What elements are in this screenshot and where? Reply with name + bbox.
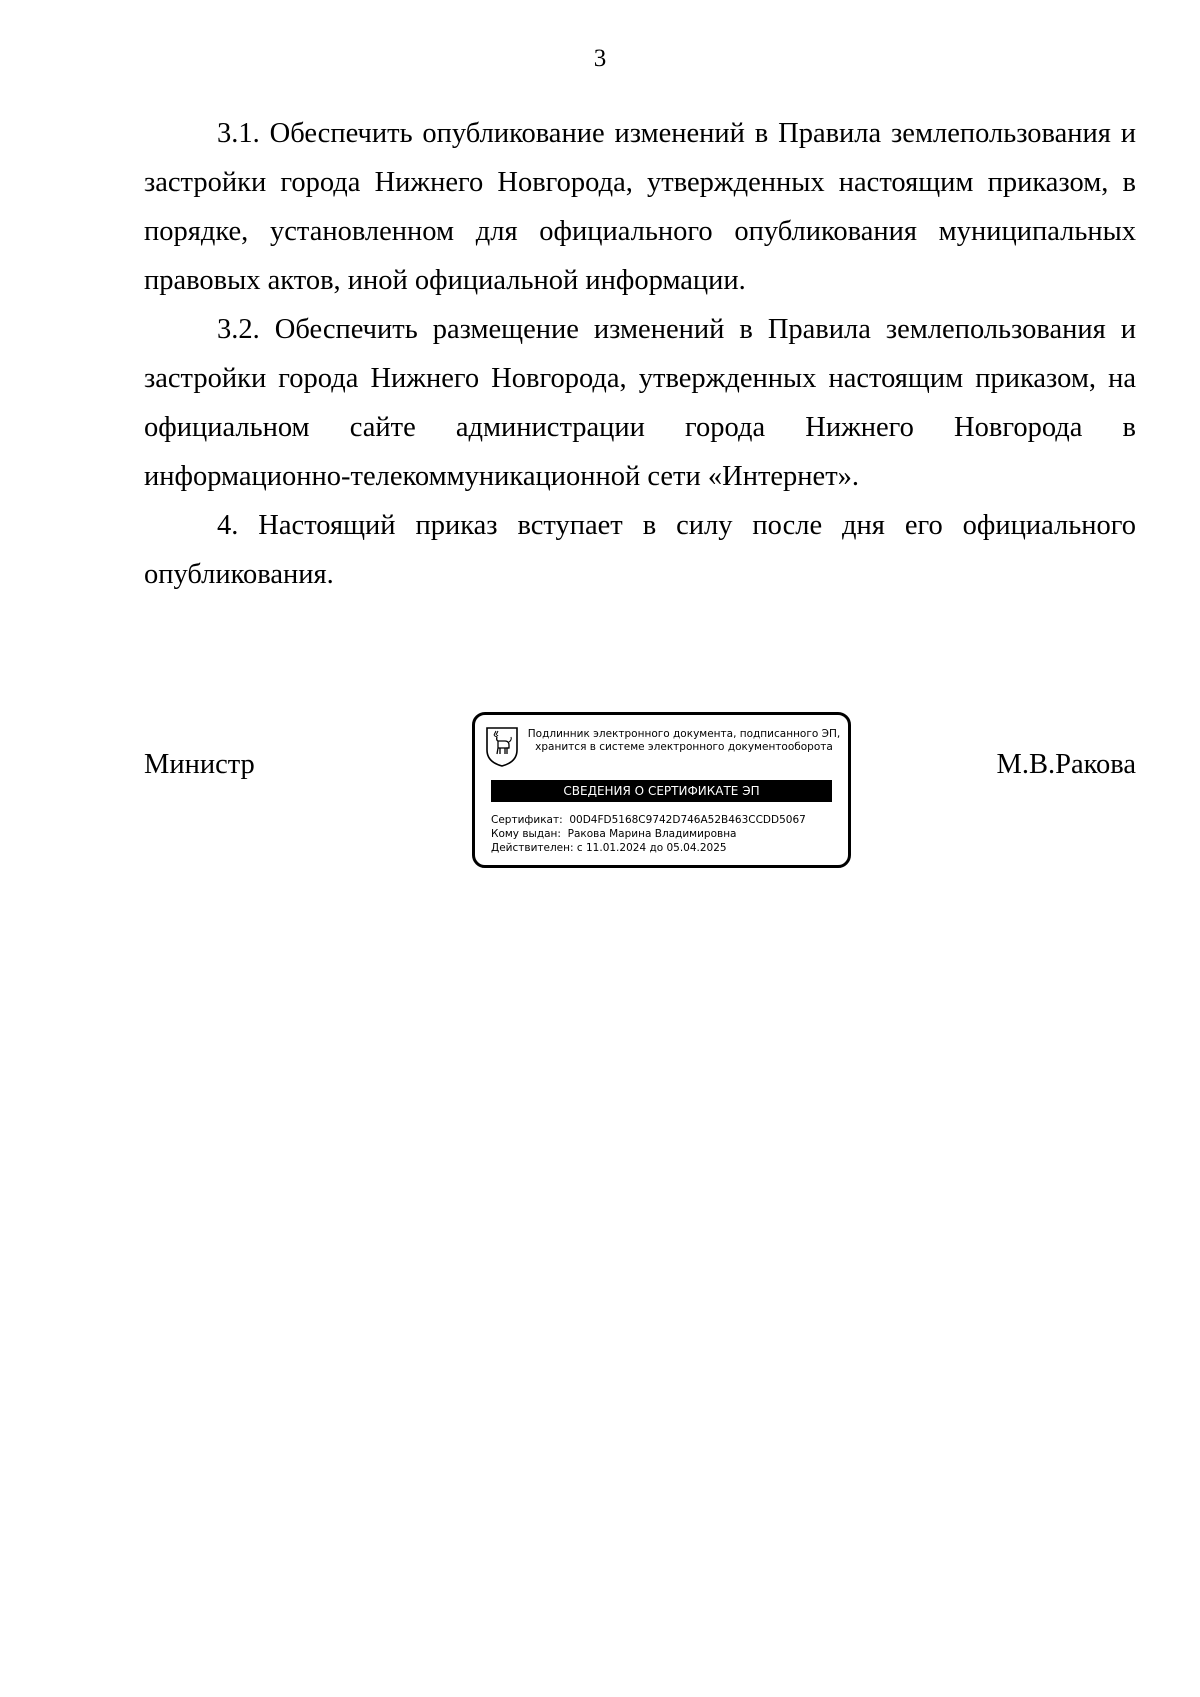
signatory-name: М.В.Ракова [996, 749, 1136, 780]
paragraph-3-2: 3.2. Обеспечить размещение изменений в Правила землепользования и застройки города Нижнего Новгорода, утвержденных настоящим приказом, на официальном сайте администрации города Нижнего Новгорода в [144, 314, 1136, 443]
issued-to-label: Кому выдан: [491, 828, 561, 840]
paragraph-3-1: 3.1. Обеспечить опубликование изменений в Правила землепользования и застройки города Нижнего Новгорода, утвержденных настоящим приказом, в порядке, установленном для официального опубликования муниципальных правовых актов, иной официальной информации. [144, 118, 1136, 296]
validity-row [491, 841, 806, 855]
document-body [144, 109, 1136, 599]
certificate-value: 00D4FD5168C9742D746A52B463CCDD5067 [569, 814, 806, 826]
issued-to-value: Ракова Марина Владимировна [567, 828, 737, 840]
validity-label: Действителен: [491, 842, 574, 854]
paragraph-3-2-continuation: информационно-телекоммуникационной сети «Интернет». [144, 461, 860, 492]
stamp-header-line-2: хранится в системе электронного документооборота [535, 741, 833, 753]
certificate-label: Сертификат: [491, 814, 563, 826]
certificate-details [491, 813, 806, 855]
certificate-row [491, 813, 806, 827]
certificate-info-bar: СВЕДЕНИЯ О СЕРТИФИКАТЕ ЭП [491, 780, 832, 802]
signatory-title: Министр [144, 749, 255, 780]
paragraph-4: 4. Настоящий приказ вступает в силу после дня его официального опубликования. [144, 510, 1136, 590]
validity-value: с 11.01.2024 до 05.04.2025 [576, 842, 727, 854]
electronic-signature-stamp [472, 712, 851, 868]
issued-to-row [491, 827, 806, 841]
coat-of-arms-icon [485, 726, 519, 768]
page-number: 3 [593, 45, 607, 72]
stamp-header [523, 728, 845, 754]
stamp-header-line-1: Подлинник электронного документа, подписанного ЭП, [527, 728, 841, 740]
